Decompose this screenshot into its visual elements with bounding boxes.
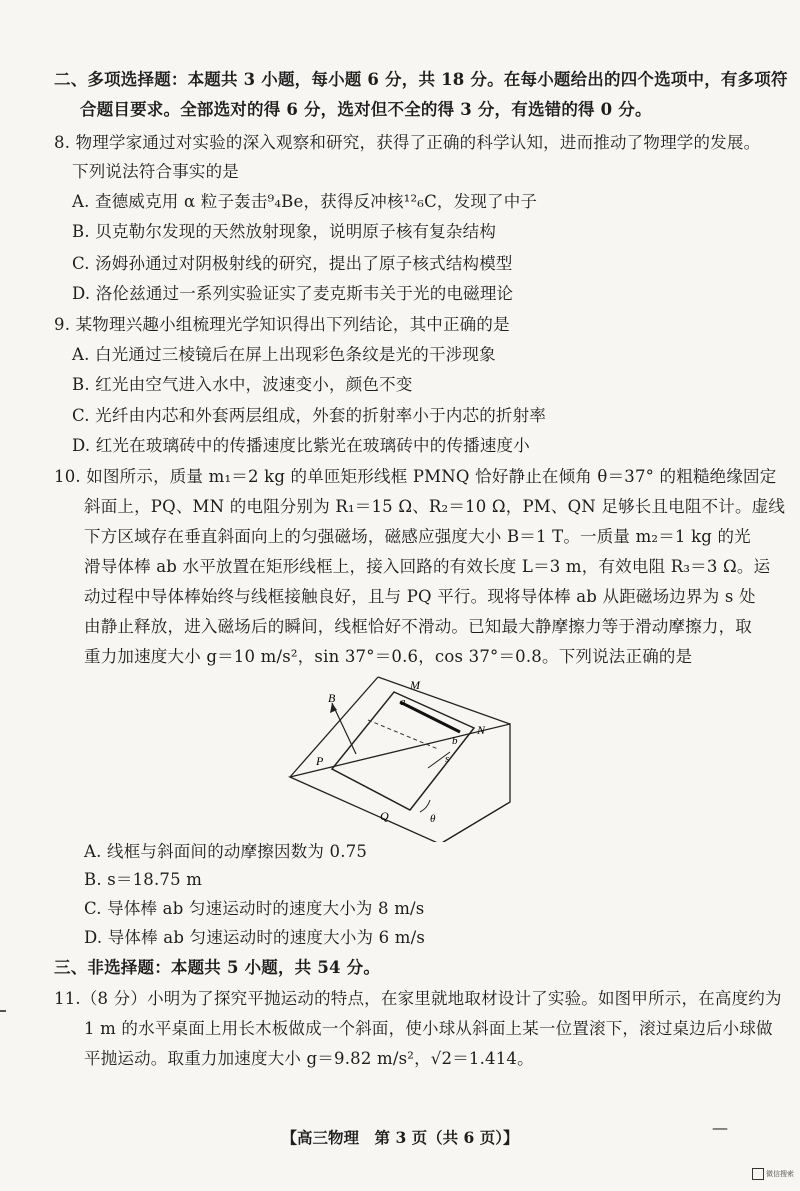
q11-stem-line1: 11.（8 分）小明为了探究平抛运动的特点，在家里就地取材设计了实验。如图甲所示，在高度约为: [54, 989, 782, 1008]
section3-heading: 三、非选择题：本题共 5 小题，共 54 分。: [54, 958, 381, 977]
inclined-plane-figure: [270, 672, 520, 842]
incline-surface: [290, 724, 510, 842]
section2-heading-line2: 合题目要求。全部选对的得 6 分，选对但不全的得 3 分，有选错的得 0 分。: [80, 100, 652, 119]
margin-mark: [0, 1010, 6, 1012]
label-B: B: [328, 691, 336, 705]
label-b: b: [452, 735, 458, 747]
label-a: a: [400, 696, 406, 708]
field-boundary-dashed: [368, 720, 438, 749]
q10-stem-line6: 由静止释放，进入磁场后的瞬间，线框恰好不滑动。已知最大静摩擦力等于滑动摩擦力，取: [84, 617, 752, 636]
q11-stem-line2: 1 m 的水平桌面上用长木板做成一个斜面，使小球从斜面上某一位置滚下，滚过桌边后小球做: [84, 1019, 773, 1038]
q10-option-c: C. 导体棒 ab 匀速运动时的速度大小为 8 m/s: [84, 899, 425, 918]
q9-option-b: B. 红光由空气进入水中，波速变小，颜色不变: [72, 375, 413, 394]
q10-option-b: B. s＝18.75 m: [84, 870, 203, 889]
angle-arc-theta: [420, 800, 430, 812]
q8-option-b: B. 贝克勒尔发现的天然放射现象，说明原子核有复杂结构: [72, 222, 497, 241]
label-s: s: [445, 753, 450, 765]
q10-stem-line2: 斜面上，PQ、MN 的电阻分别为 R₁＝15 Ω、R₂＝10 Ω，PM、QN 足够长且电阻不计。虚线: [84, 497, 786, 516]
q10-option-a: A. 线框与斜面间的动摩擦因数为 0.75: [84, 842, 368, 861]
q8-option-a: A. 查德威克用 α 粒子轰击⁹₄Be，获得反冲核¹²₆C，发现了中子: [72, 192, 538, 211]
q9-option-a: A. 白光通过三棱镜后在屏上出现彩色条纹是光的干涉现象: [72, 345, 496, 364]
page-footer: 【高三物理 第 3 页（共 6 页）】: [281, 1128, 519, 1147]
q11-stem-line3: 平抛运动。取重力加速度大小 g＝9.82 m/s²，√2＝1.414。: [84, 1049, 534, 1068]
q8-option-d: D. 洛伦兹通过一系列实验证实了麦克斯韦关于光的电磁理论: [72, 284, 514, 303]
incline-base-right: [440, 802, 510, 842]
label-Q: Q: [380, 809, 389, 823]
field-arrow-B: [332, 703, 356, 754]
label-theta: θ: [430, 813, 436, 825]
q8-option-c: C. 汤姆孙通过对阴极射线的研究，提出了原子核式结构模型: [72, 254, 513, 273]
q10-stem-line7: 重力加速度大小 g＝10 m/s²，sin 37°＝0.6，cos 37°＝0.8。下列说法正确的是: [84, 647, 693, 666]
q8-stem-line2: 下列说法符合事实的是: [72, 162, 239, 181]
label-M: M: [410, 678, 420, 692]
incline-far-edge: [378, 677, 510, 724]
q10-stem-line5: 动过程中导体棒始终与线框接触良好，且与 PQ 平行。现将导体棒 ab 从距磁场边界为 s 处: [84, 587, 756, 606]
label-N: N: [477, 723, 486, 737]
corner-watermark: [752, 1168, 796, 1184]
q8-stem-line1: 8. 物理学家通过对实验的深入观察和研究，获得了正确的科学认知，进而推动了物理学的发展。: [54, 133, 761, 152]
q10-stem-line4: 滑导体棒 ab 水平放置在矩形线框上，接入回路的有效长度 L＝3 m，有效电阻 R₃＝3 Ω。运: [84, 557, 771, 576]
qr-code-icon: [752, 1168, 764, 1180]
q10-stem-line1: 10. 如图所示，质量 m₁＝2 kg 的单匝矩形线框 PMNQ 恰好静止在倾角 θ＝37° 的粗糙绝缘固定: [54, 467, 777, 486]
corner-watermark-text: 微信搜索: [766, 1170, 794, 1178]
section2-heading-line1: 二、多项选择题：本题共 3 小题，每小题 6 分，共 18 分。在每小题给出的四个选项中，有多项符: [54, 70, 788, 89]
rectangular-frame: [332, 692, 474, 810]
q9-stem: 9. 某物理兴趣小组梳理光学知识得出下列结论，其中正确的是: [54, 315, 510, 334]
q9-option-c: C. 光纤由内芯和外套两层组成，外套的折射率小于内芯的折射率: [72, 406, 547, 425]
footer-dash: —: [712, 1118, 728, 1137]
q9-option-d: D. 红光在玻璃砖中的传播速度比紫光在玻璃砖中的传播速度小: [72, 436, 530, 455]
label-P: P: [316, 754, 324, 768]
q10-stem-line3: 下方区域存在垂直斜面向上的匀强磁场，磁感应强度大小 B＝1 T。一质量 m₂＝1 kg 的光: [84, 527, 751, 546]
q10-option-d: D. 导体棒 ab 匀速运动时的速度大小为 6 m/s: [84, 928, 426, 947]
